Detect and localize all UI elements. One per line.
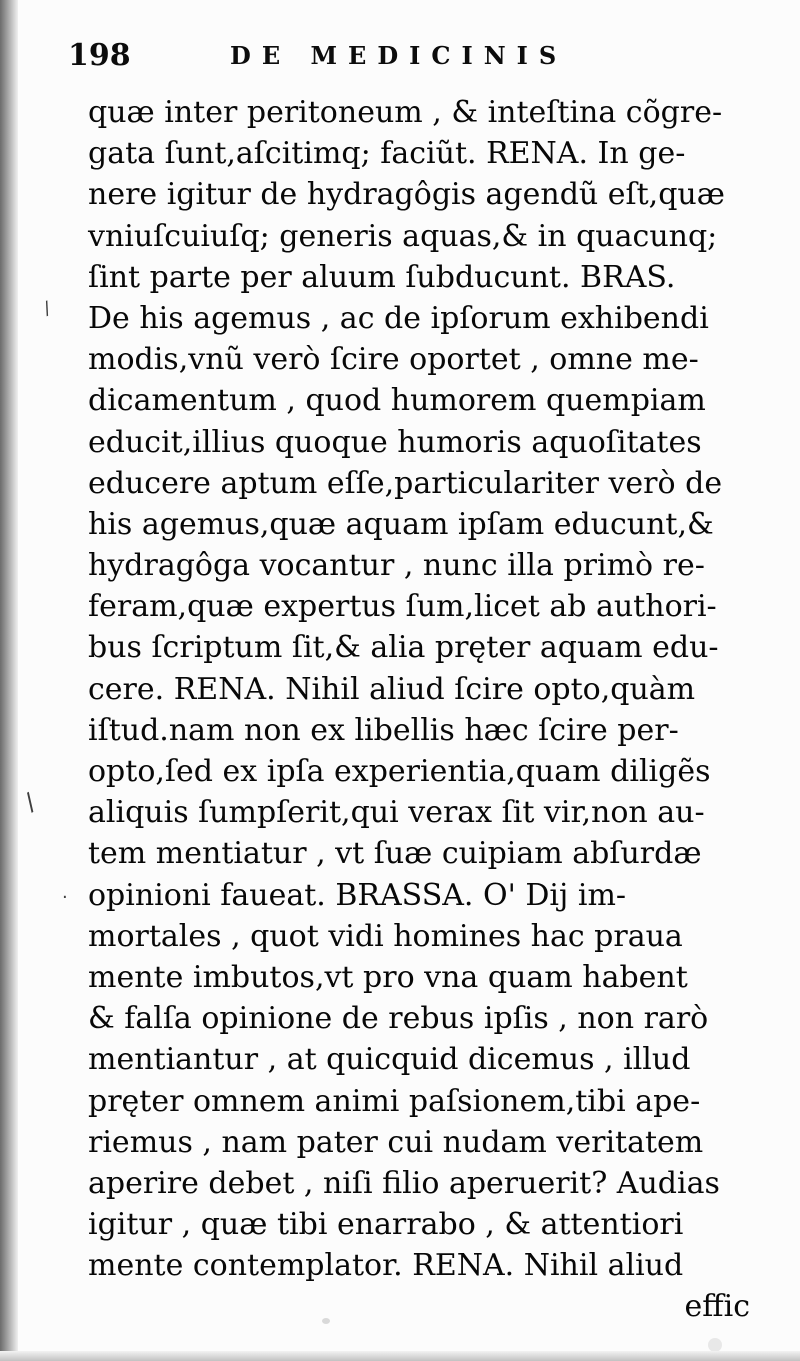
page-number: 198 xyxy=(68,38,131,73)
body-text xyxy=(88,92,750,1328)
text-line: dicamentum , quod humorem quempiam xyxy=(88,383,706,419)
text-line: ſint parte per aluum ſubducunt. BRAS. xyxy=(88,259,676,295)
text-line: riemus , nam pater cui nudam veritatem xyxy=(88,1124,704,1160)
margin-stroke-mark: / xyxy=(19,787,41,817)
paper-speck xyxy=(708,1338,722,1352)
text-line: mortales , quot vidi homines hac praua xyxy=(88,918,683,954)
text-line: vniuſcuiuſq; generis aquas,& in quacunq; xyxy=(88,218,718,254)
text-line: pręter omnem animi paſsionem,tibi ape- xyxy=(88,1083,701,1119)
page-bottom-edge xyxy=(0,1351,800,1361)
text-line: De his agemus , ac de ipſorum exhibendi xyxy=(88,300,709,336)
text-line: mente contemplator. RENA. Nihil aliud xyxy=(88,1248,684,1284)
text-line: hydragôga vocantur , nunc illa primò re- xyxy=(88,548,705,584)
text-line: opinioni faueat. BRASSA. O' Dij im- xyxy=(88,877,627,913)
margin-stroke-mark: / xyxy=(40,297,54,320)
catchword: effic xyxy=(684,1289,750,1325)
text-line: mentiantur , at quicquid dicemus , illud xyxy=(88,1042,691,1078)
margin-dot-mark: · xyxy=(62,887,68,908)
text-line: aperire debet , niſi filio aperuerit? Audias xyxy=(88,1165,720,1201)
text-line: aliquis ſumpſerit,qui verax ſit vir,non au- xyxy=(88,795,705,831)
text-line: modis,vnũ verò ſcire oportet , omne me- xyxy=(88,342,699,378)
text-line: quæ inter peritoneum , & inteſtina cõgre- xyxy=(88,95,723,130)
text-line: gata ſunt,aſcitimq; faciũt. RENA. In ge- xyxy=(88,136,686,172)
text-line: nere igitur de hydragôgis agendũ eſt,quæ xyxy=(88,177,725,213)
text-line: igitur , quæ tibi enarrabo , & attentiori xyxy=(88,1207,684,1243)
text-line: cere. RENA. Nihil aliud ſcire opto,quàm xyxy=(88,671,696,707)
running-head: DE MEDICINIS xyxy=(230,41,568,70)
text-line: educit,illius quoque humoris aquoſitates xyxy=(88,424,702,460)
page-binding-shadow xyxy=(0,0,18,1361)
text-line: his agemus,quæ aquam ipſam educunt,& xyxy=(88,506,714,542)
text-line: opto,ſed ex ipſa experientia,quam diligẽs xyxy=(88,754,711,789)
page-header xyxy=(68,34,758,84)
text-line: feram,quæ expertus ſum,licet ab authori- xyxy=(88,589,717,625)
text-line: educere aptum eſſe,particulariter verò de xyxy=(88,465,723,501)
text-line: tem mentiatur , vt ſuæ cuipiam abſurdæ xyxy=(88,836,702,872)
text-line: iſtud.nam non ex libellis hæc ſcire per- xyxy=(88,712,679,748)
text-line: & falſa opinione de rebus ipſis , non rarò xyxy=(88,1001,709,1037)
paper-speck xyxy=(322,1318,330,1324)
text-line: mente imbutos,vt pro vna quam habent xyxy=(88,959,688,995)
text-line: bus ſcriptum ſit,& alia pręter aquam edu- xyxy=(88,630,719,666)
